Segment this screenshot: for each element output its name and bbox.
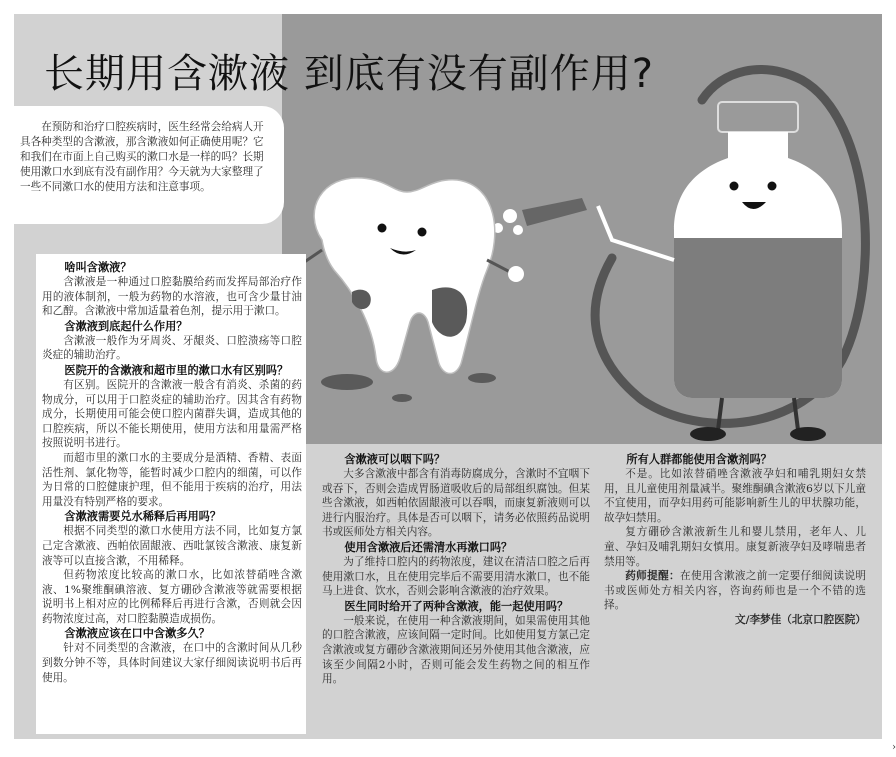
tooth-arm-right — [487, 260, 510, 272]
author-byline: 文/李梦佳（北京口腔医院） — [735, 613, 866, 626]
bottle-eye-right — [768, 182, 777, 191]
bottle-shoe-right — [790, 427, 826, 441]
section-heading: 含漱液应该在口中含漱多久？ — [64, 626, 210, 641]
section-text: 不是。比如浓替硝唑含漱液孕妇和哺乳期妇女禁用，且儿童使用剂量减半。聚维酮碘含漱液6岁以下儿童不宜使用，而孕妇用药可能影响新生儿的甲状腺功能，故孕妇禁用。 — [604, 468, 866, 524]
bottle-cap — [718, 102, 798, 132]
tip-text: 在使用含漱液之前一定要仔细阅读说明书或医师处方相关内容，咨询药师也是一个不错的选择。 — [604, 570, 867, 612]
section-text: 一般来说，在使用一种含漱液期间，如果需使用其他的口腔含漱液，应该间隔一定时间。比如使用复方氯己定含漱液或复方硼砂含漱液期间还另外使用其他含漱液，应该至少间隔2小时，否则可能会发生药物之间的相互作用。 — [322, 614, 590, 686]
bottle-liquid — [674, 238, 842, 398]
tooth-eye-right — [418, 228, 427, 237]
splash — [513, 225, 523, 235]
tooth-stain — [432, 287, 467, 336]
column-3 — [604, 452, 866, 628]
section-text: 有区别。医院开的含漱液一般含有消炎、杀菌的药物成分，可以用于口腔炎症的辅助治疗。因其含有药物成分，长期使用可能会使口腔内菌群失调，造成其他的口腔疾病，所以不能长期使用，使用方法和用量需严格按照说明书进行。 — [42, 378, 302, 450]
section-text: 针对不同类型的含漱液，在口中的含漱时间从几秒到数分钟不等，具体时间建议大家仔细阅读说明书后再使用。 — [42, 642, 302, 684]
section-text: 含漱液一般作为牙周炎、牙龈炎、口腔溃疡等口腔炎症的辅助治疗。 — [42, 334, 302, 362]
section-heading: 含漱液需要兑水稀释后再用吗？ — [64, 509, 222, 524]
section-text: 复方硼砂含漱液新生儿和婴儿禁用，老年人、儿童、孕妇及哺乳期妇女慎用。康复新液孕妇及哮喘患者禁用等。 — [604, 526, 866, 568]
section-heading: 含漱液到底起什么作用？ — [64, 318, 188, 333]
tooth-eye-left — [378, 224, 387, 233]
section-heading: 啥叫含漱液？ — [64, 260, 132, 274]
column-1 — [36, 254, 306, 734]
section-text: 大多含漱液中都含有消毒防腐成分，含漱时不宜咽下或吞下，否则会造成胃肠道吸收后的局部组织腐蚀。但某些含漱液，如西帕依固龈液可以吞咽，而康复新液则可以进行内服治疗。具体是否可以咽下，请务必依照药品说明书或医师处方相关内容。 — [322, 468, 590, 539]
bottle-arm — [598, 206, 674, 260]
section-text: 而超市里的漱口水的主要成分是酒精、香精、表面活性剂、氯化物等，能暂时减少口腔内的细菌，可以作为日常的口腔健康护理，但不能用于疾病的治疗，用法用量没有特别严格的要求。 — [42, 451, 302, 508]
tooth-body — [314, 178, 495, 374]
splash — [503, 209, 517, 223]
page-title: 长期用含漱液 到底有没有副作用? — [44, 51, 654, 97]
pharmacist-tip — [604, 569, 866, 613]
tooth-stain — [352, 290, 371, 309]
puddle — [392, 394, 412, 402]
newspaper-page — [14, 14, 882, 739]
intro-bubble: 在预防和治疗口腔疾病时，医生经常会给病人开具各种类型的含漱液，那含漱液如何正确使用呢？它和我们在市面上自己购买的漱口水是一样的吗？长期使用漱口水到底有没有副作用？今天就为大家整理了一些不同漱口水的使用方法和注意事项。 — [14, 106, 284, 224]
section-heading: 所有人群都能使用含漱剂吗？ — [626, 452, 772, 466]
section-text: 含漱液是一种通过口腔黏膜给药而发挥局部治疗作用的液体制剂，一般为药物的水溶液，也可含少量甘油和乙醇。含漱液中常加适量着色剂，提示用于漱口。 — [42, 276, 302, 318]
section-heading: 医院开的含漱液和超市里的漱口水有区别吗？ — [64, 362, 289, 377]
bottle-eye-left — [730, 182, 739, 191]
puddle — [321, 374, 373, 390]
tooth-bottle-illustration — [282, 60, 882, 444]
puddle — [468, 373, 496, 383]
bottle-shoe-left — [690, 427, 726, 441]
column-2 — [322, 452, 590, 687]
corner-mark: › — [892, 742, 896, 753]
tooth-hand-right — [508, 266, 524, 282]
section-heading: 使用含漱液后还需清水再漱口吗？ — [344, 539, 513, 554]
section-heading: 医生同时给开了两种含漱液，能一起使用吗？ — [344, 598, 569, 613]
tip-label: 药师提醒： — [625, 570, 681, 583]
hose-nozzle — [522, 198, 587, 226]
section-text: 根据不同类型的漱口水使用方法不同，比如复方氯己定含漱液、西帕依固龈液、西吡氯铵含漱液、康复新液等可以直接含漱，不用稀释。 — [42, 525, 302, 567]
section-heading: 含漱液可以咽下吗？ — [344, 452, 446, 466]
section-text: 为了维持口腔内的药物浓度，建议在清洁口腔之后再使用漱口水，且在使用完毕后不需要用清水漱口，也不能马上进食、饮水，否则会影响含漱液的治疗效果。 — [322, 555, 590, 598]
section-text: 但药物浓度比较高的漱口水，比如浓替硝唑含漱液、1%聚维酮碘溶液、复方硼砂含漱液等就需要根据说明书上相对应的比例稀释后再进行含漱，否则就会因药物浓度过高，对口腔黏膜造成损伤。 — [42, 569, 302, 625]
